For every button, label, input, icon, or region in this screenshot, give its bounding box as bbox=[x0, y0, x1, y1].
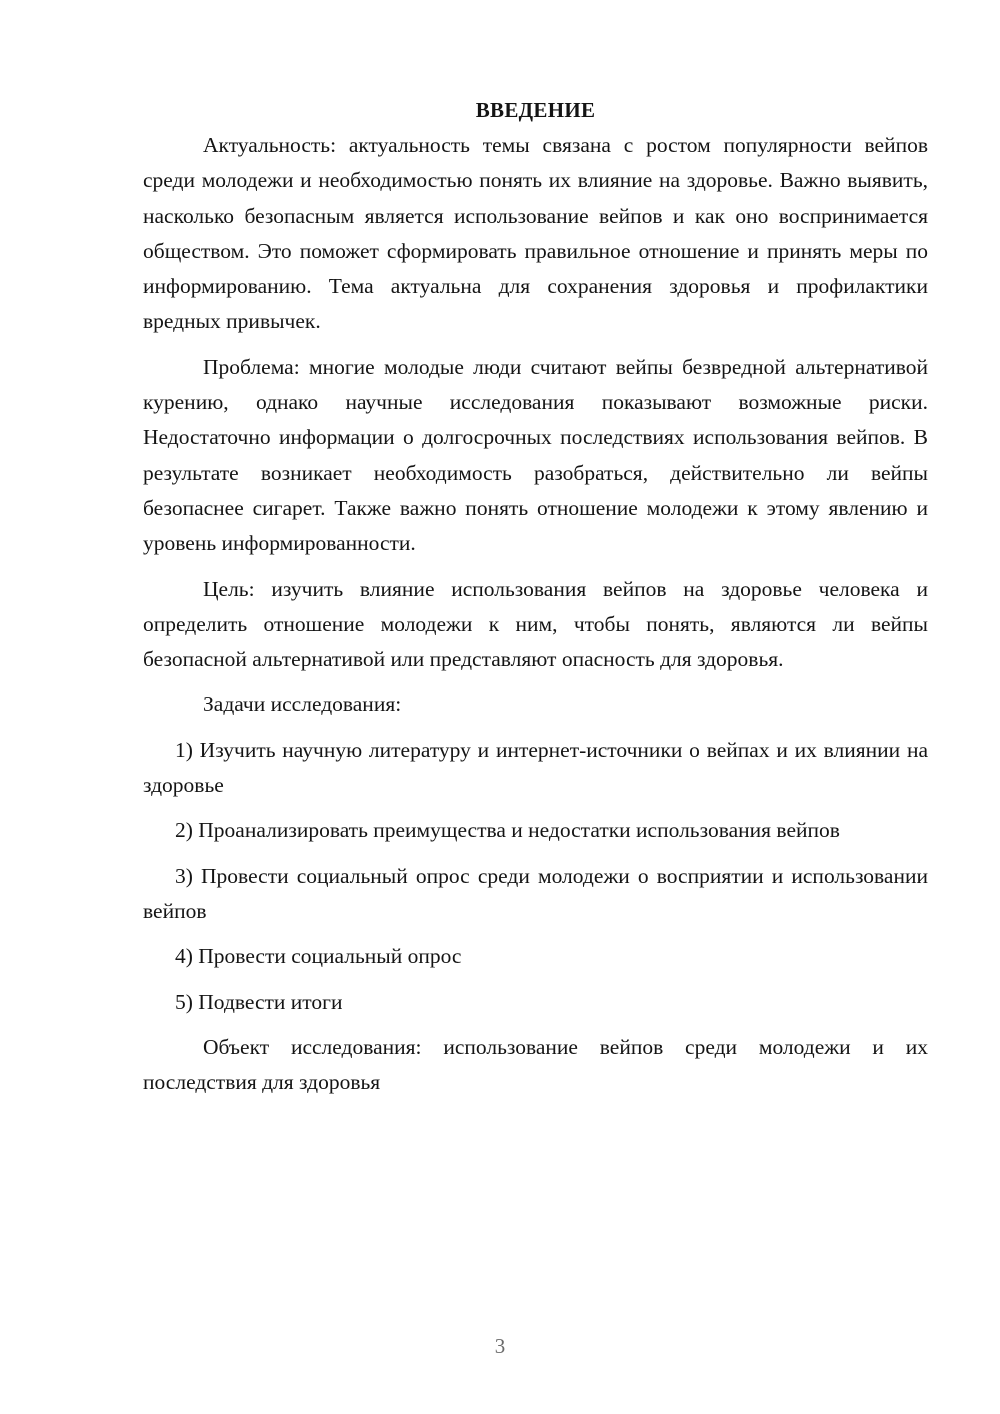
list-item: 4) Провести социальный опрос bbox=[175, 944, 462, 969]
document-page bbox=[143, 92, 928, 1100]
page-number: 3 bbox=[494, 1334, 506, 1358]
relevance-paragraph: Актуальность: актуальность темы связана с ростом популярности вейпов среди молодежи и необходимостью понять их влияние на здоровье. Важно выявить, насколько безопасным является использование вейпов и как оно воспринимается обществом. Это поможет сформировать правильное отношение и принять меры по информированию. Тема актуальна для сохранения здоровья и профилактики вредных привычек. bbox=[143, 133, 928, 334]
object-paragraph: Объект исследования: использование вейпов среди молодежи и их последствия для здоровья bbox=[143, 1034, 928, 1095]
goal-paragraph: Цель: изучить влияние использования вейпов на здоровье человека и определить отношение молодежи к ним, чтобы понять, являются ли вейпы безопасной альтернативой или представляют опасность для здоровья. bbox=[143, 576, 928, 672]
list-item: 5) Подвести итоги bbox=[175, 989, 343, 1014]
tasks-heading: Задачи исследования: bbox=[203, 692, 402, 717]
problem-paragraph: Проблема: многие молодые люди считают вейпы безвредной альтернативой курению, однако научные исследования показывают возможные риски. Недостаточно информации о долгосрочных последствиях использования вейпов. В результате возникает необходимость разобраться, действительно ли вейпы безопаснее сигарет. Также важно понять отношение молодежи к этому явлению и уровень информированности. bbox=[143, 354, 928, 556]
list-item: 1) Изучить научную литературу и интернет-источники о вейпах и их влиянии на здоровье bbox=[143, 737, 928, 798]
list-item: 3) Провести социальный опрос среди молодежи о восприятии и использовании вейпов bbox=[143, 863, 928, 923]
tasks-list bbox=[143, 733, 928, 1020]
page-title: ВВЕДЕНИЕ bbox=[475, 98, 596, 122]
list-item: 2) Проанализировать преимущества и недостатки использования вейпов bbox=[175, 818, 840, 843]
